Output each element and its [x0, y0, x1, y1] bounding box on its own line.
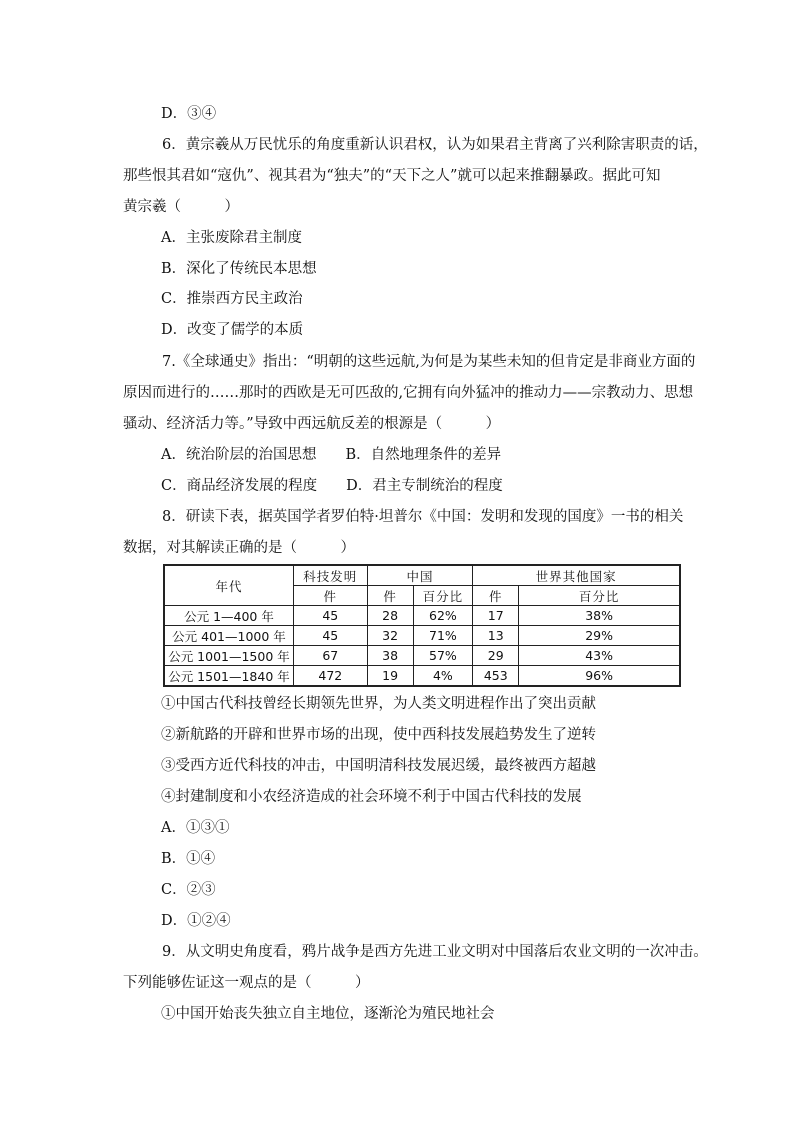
subheader-tech-count: 件 [293, 586, 367, 606]
q9-stem-line1: 9．从文明史角度看，鸦片战争是西方先进工业文明对中国落后农业文明的一次冲击。 [162, 944, 708, 960]
cell-world-pct: 38% [519, 606, 680, 626]
q6-option-d: D．改变了儒学的本质 [161, 322, 304, 338]
q7-options-row1: A．统治阶层的治国思想 B．自然地理条件的差异 [161, 447, 502, 463]
cell-china-count: 28 [367, 606, 413, 626]
q9-statement-1: ①中国开始丧失独立自主地位，逐渐沦为殖民地社会 [161, 1006, 495, 1022]
q8-option-b: B．①④ [161, 851, 216, 867]
cell-world-pct: 43% [519, 646, 680, 666]
table-row [164, 606, 680, 626]
q7-options-row2: C．商品经济发展的程度 D．君主专制统治的程度 [161, 478, 503, 494]
q8-stem-line2: 数据，对其解读正确的是（ ） [123, 540, 355, 556]
subheader-world-pct: 百分比 [519, 586, 680, 606]
q8-option-a: A．①③① [161, 820, 230, 836]
cell-tech: 67 [293, 646, 367, 666]
cell-tech: 45 [293, 606, 367, 626]
header-tech: 科技发明 [293, 565, 367, 586]
q7-stem-line1: 7.《全球通史》指出：“明朝的这些远航,为何是为某些未知的但肯定是非商业方面的 [162, 354, 696, 370]
q6-stem-line1: 6．黄宗羲从万民忧乐的角度重新认识君权，认为如果君主背离了兴利除害职责的话， [162, 137, 708, 153]
q8-statement-2: ②新航路的开辟和世界市场的出现，使中西科技发展趋势发生了逆转 [161, 727, 596, 743]
cell-world-pct: 29% [519, 626, 680, 646]
cell-china-pct: 71% [413, 626, 473, 646]
cell-china-count: 38 [367, 646, 413, 666]
q6-stem-line2: 那些恨其君如“寇仇”、视其君为“独夫”的“天下之人”就可以起来推翻暴政。据此可知 [123, 168, 661, 184]
q8-statement-1: ①中国古代科技曾经长期领先世界，为人类文明进程作出了突出贡献 [161, 696, 596, 712]
q8-option-d: D．①②④ [161, 913, 231, 929]
q6-option-c: C．推崇西方民主政治 [161, 291, 303, 307]
cell-world-count: 453 [473, 666, 519, 687]
cell-world-count: 29 [473, 646, 519, 666]
q6-option-b: B．深化了传统民本思想 [161, 261, 317, 277]
cell-china-count: 19 [367, 666, 413, 687]
cell-tech: 45 [293, 626, 367, 646]
cell-era: 公元 1—400 年 [164, 606, 293, 626]
table-row [164, 666, 680, 687]
cell-world-count: 17 [473, 606, 519, 626]
subheader-world-count: 件 [473, 586, 519, 606]
table-header-row [164, 565, 680, 586]
cell-china-count: 32 [367, 626, 413, 646]
cell-china-pct: 57% [413, 646, 473, 666]
q9-stem-line2: 下列能够佐证这一观点的是（ ） [123, 975, 370, 991]
q7-stem-line3: 骚动、经济活力等。”导致中西远航反差的根源是（ ） [123, 416, 501, 432]
q5-option-d: D．③④ [161, 106, 217, 122]
q8-statement-3: ③受西方近代科技的冲击，中国明清科技发展迟缓，最终被西方超越 [161, 758, 596, 774]
header-world: 世界其他国家 [473, 565, 680, 586]
header-china: 中国 [367, 565, 473, 586]
cell-china-pct: 4% [413, 666, 473, 687]
cell-era: 公元 1501—1840 年 [164, 666, 293, 687]
q8-stem-line1: 8．研读下表，据英国学者罗伯特·坦普尔《中国：发明和发现的国度》一书的相关 [162, 509, 684, 525]
cell-era: 公元 401—1000 年 [164, 626, 293, 646]
q8-data-table [163, 564, 681, 687]
q6-stem-line3: 黄宗羲（ ） [123, 199, 239, 215]
q7-stem-line2: 原因而进行的……那时的西欧是无可匹敌的,它拥有向外猛冲的推动力——宗教动力、思想 [123, 385, 694, 401]
subheader-china-pct: 百分比 [413, 586, 473, 606]
cell-world-pct: 96% [519, 666, 680, 687]
header-era: 年代 [164, 565, 293, 606]
q8-statement-4: ④封建制度和小农经济造成的社会环境不利于中国古代科技的发展 [161, 789, 582, 805]
cell-tech: 472 [293, 666, 367, 687]
cell-era: 公元 1001—1500 年 [164, 646, 293, 666]
table-row [164, 646, 680, 666]
cell-china-pct: 62% [413, 606, 473, 626]
subheader-china-count: 件 [367, 586, 413, 606]
cell-world-count: 13 [473, 626, 519, 646]
q8-option-c: C．②③ [161, 882, 216, 898]
q6-option-a: A．主张废除君主制度 [161, 230, 302, 246]
table-row [164, 626, 680, 646]
